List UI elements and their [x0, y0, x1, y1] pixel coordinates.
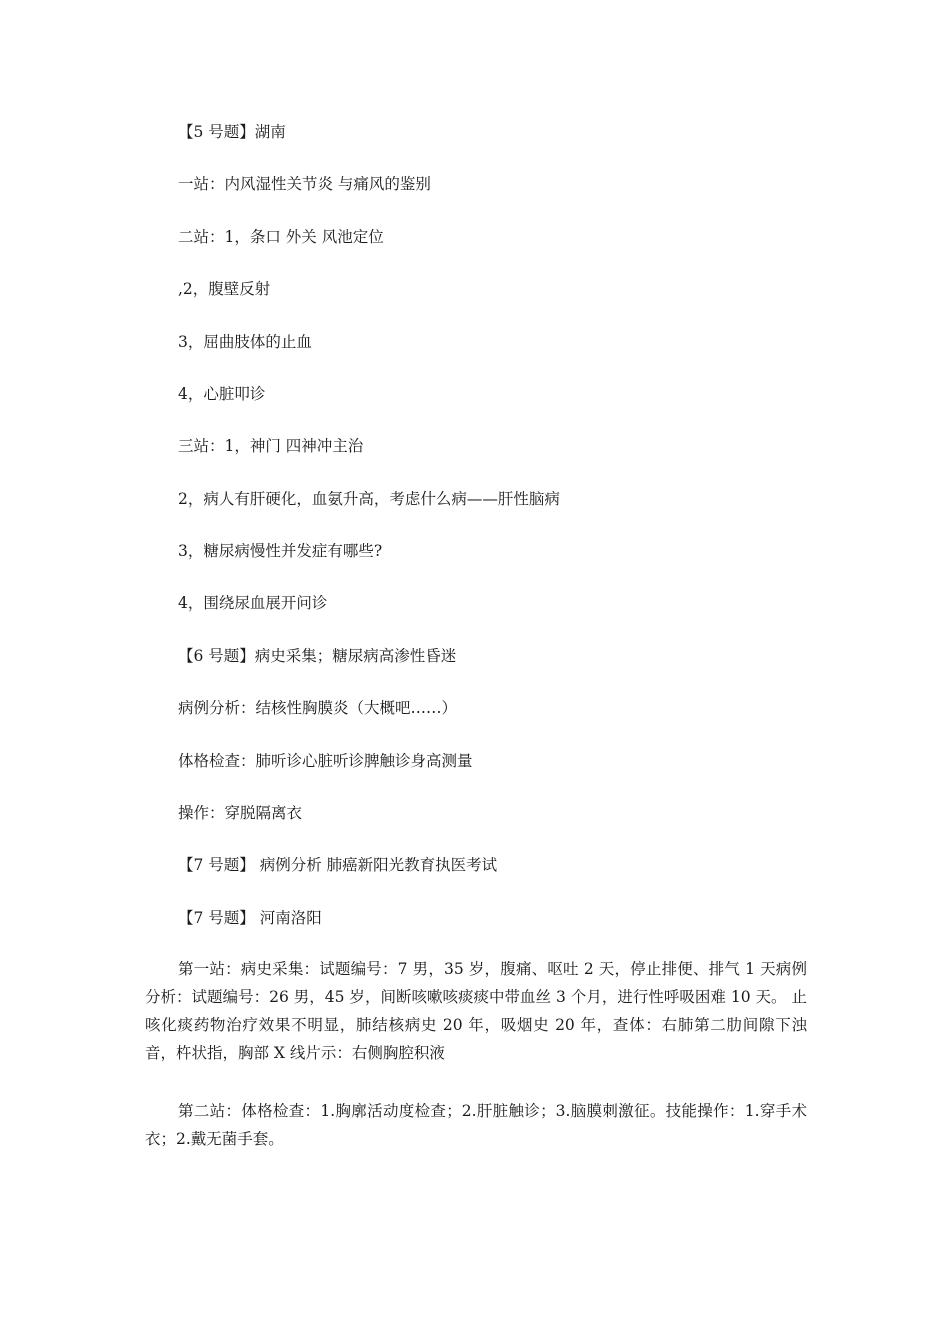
physical-exam-line: 体格检查：肺听诊心脏听诊脾触诊身高测量	[178, 752, 473, 770]
station-2-line: 二站：1，条口 外关 风池定位	[178, 228, 384, 246]
station-3-item-3: 3，糖尿病慢性并发症有哪些?	[178, 542, 383, 560]
question-5-heading: 【5 号题】湖南	[178, 123, 286, 141]
station-2-item-3: 3，屈曲肢体的止血	[178, 333, 312, 351]
station-1-line: 一站：内风湿性关节炎 与痛风的鉴别	[178, 175, 431, 193]
station-3-item-4: 4，围绕尿血展开问诊	[178, 594, 328, 612]
question-6-heading: 【6 号题】病史采集；糖尿病高渗性昏迷	[178, 647, 457, 665]
operation-line: 操作：穿脱隔离衣	[178, 804, 303, 822]
station-2-item-4: 4，心脏叩诊	[178, 385, 266, 403]
station-3-item-2: 2，病人有肝硬化，血氨升高，考虑什么病——肝性脑病	[178, 490, 560, 508]
station-3-line: 三站：1，神门 四神冲主治	[178, 437, 364, 455]
case-analysis-line: 病例分析：结核性胸膜炎（大概吧……）	[178, 699, 458, 717]
station-1-paragraph: 第一站：病史采集：试题编号：7 男，35 岁，腹痛、呕吐 2 天，停止排便、排气 1 天病例分析：试题编号：26 男，45 岁，间断咳嗽咳痰痰中带血丝 3 个月，进行性呼吸困难 10 天。 止咳化痰药物治疗效果不明显，肺结核病史 20 年，吸烟史 20 年，查体：右肺第二肋间隙下浊音，杵状指，胸部 X 线片示：右侧胸腔积液	[145, 960, 807, 1062]
question-7-heading-b: 【7 号题】 河南洛阳	[178, 909, 322, 927]
question-7-heading-a: 【7 号题】 病例分析 肺癌新阳光教育执医考试	[178, 856, 498, 874]
station-2-item-2: ,2，腹壁反射	[178, 280, 271, 298]
station-2-paragraph: 第二站：体格检查：1.胸廓活动度检查；2.肝脏触诊；3.脑膜刺激征。技能操作：1.穿手术衣；2.戴无菌手套。	[145, 1102, 807, 1148]
